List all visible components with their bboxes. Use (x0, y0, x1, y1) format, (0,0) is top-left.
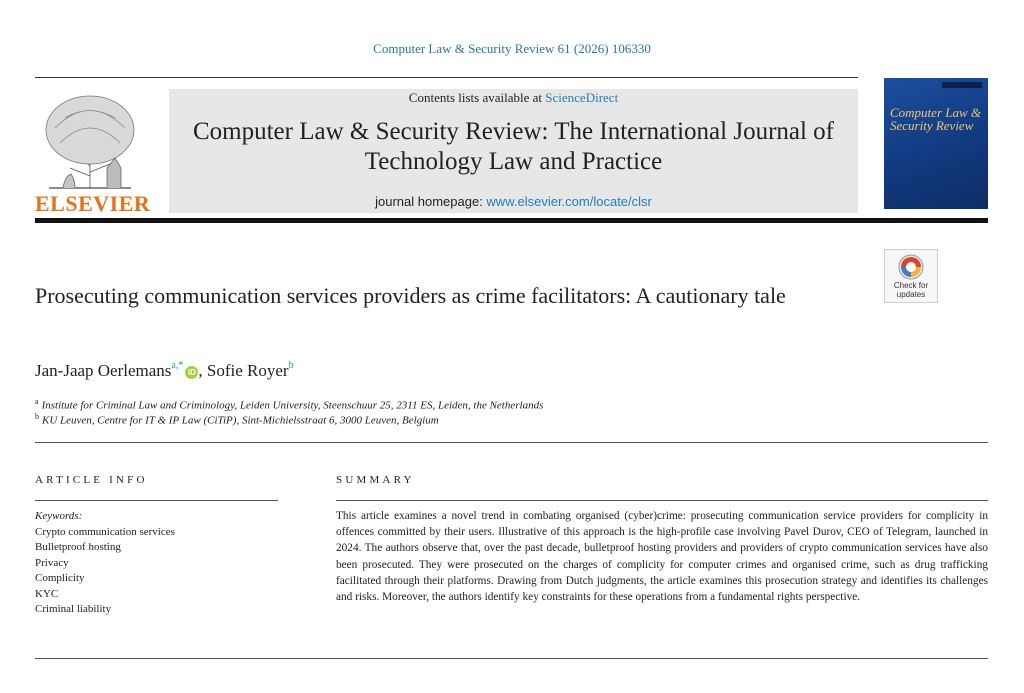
check-updates-icon (898, 254, 924, 280)
cover-band (942, 82, 982, 88)
journal-citation[interactable]: Computer Law & Security Review 61 (2026) 106330 (373, 41, 651, 56)
header-divider (35, 77, 858, 78)
keyword-item: Complicity (35, 572, 85, 584)
publisher-wordmark[interactable]: ELSEVIER (35, 191, 151, 216)
keyword-item: Criminal liability (35, 603, 112, 615)
article-info-heading: ARTICLE INFO (35, 474, 148, 486)
keyword-item: Bulletproof hosting (35, 541, 121, 553)
sciencedirect-link[interactable]: ScienceDirect (545, 90, 619, 105)
section-divider (35, 442, 988, 443)
summary-heading: SUMMARY (336, 474, 415, 486)
journal-cover-image[interactable] (884, 78, 988, 209)
author-separator: , (198, 361, 207, 380)
author-affiliation-mark[interactable]: a,* (171, 360, 184, 371)
author-name[interactable]: Sofie Royer (206, 361, 289, 380)
contents-availability (169, 90, 858, 106)
footer-divider (35, 658, 988, 659)
keyword-item: Crypto communication services (35, 525, 175, 538)
journal-title: Computer Law & Security Review: The International Journal of Technology Law and Practice (192, 118, 835, 175)
author-affiliation-mark[interactable]: b (288, 360, 294, 371)
summary-divider (336, 500, 988, 501)
affiliation (35, 397, 543, 412)
masthead-divider (35, 218, 988, 223)
article-info-divider (35, 500, 278, 501)
author-list (35, 360, 294, 381)
affiliation-mark: a (35, 397, 39, 406)
affiliation-text: Institute for Criminal Law and Criminology, Leiden University, Steenschuur 25, 2311 ES, Leiden, the Netherlands (41, 399, 544, 412)
summary-text: This article examines a novel trend in combating organised (cyber)crime: prosecuting communication service providers for complicity in offences committed by their users. Illustrative of this approach is the high-profile case involving Pavel Durov, CEO of Telegram, launched in 2024. The authors observe that, over the past decade, bulletproof hosting providers and providers of crypto communication services have also been prosecuted. They were prosecuted on the charges of complicity for computer crimes and organised crime, such as drug trafficking facilitated through their platforms. Drawing from Dutch judgments, the article examines this prosecution strategy and identifies its challenges and risks. Moreover, the authors identify key constraints for these operations from a fundamental rights perspective. (336, 510, 988, 604)
affiliation (35, 412, 439, 427)
journal-homepage (169, 194, 858, 209)
affiliation-text: KU Leuven, Centre for IT & IP Law (CiTiP), Sint-Michielsstraat 6, 3000 Leuven, Belgium (42, 414, 439, 427)
article-title: Prosecuting communication services providers as crime facilitators: A cautionary tale (35, 283, 786, 308)
contents-prefix: Contents lists available at (408, 90, 546, 105)
keywords-block (35, 509, 278, 618)
check-updates-label: Check for updates (893, 281, 929, 299)
orcid-icon[interactable]: iD (185, 366, 198, 379)
cover-title: Computer Law & Security Review (890, 105, 982, 133)
homepage-prefix: journal homepage: (375, 194, 487, 209)
affiliation-mark: b (35, 412, 39, 421)
author-name[interactable]: Jan-Jaap Oerlemans (35, 361, 172, 380)
keyword-item: KYC (35, 587, 59, 600)
keyword-item: Privacy (35, 556, 69, 569)
check-for-updates-button[interactable] (884, 249, 938, 303)
homepage-link[interactable]: www.elsevier.com/locate/clsr (486, 194, 652, 209)
keywords-label: Keywords: (35, 510, 83, 522)
